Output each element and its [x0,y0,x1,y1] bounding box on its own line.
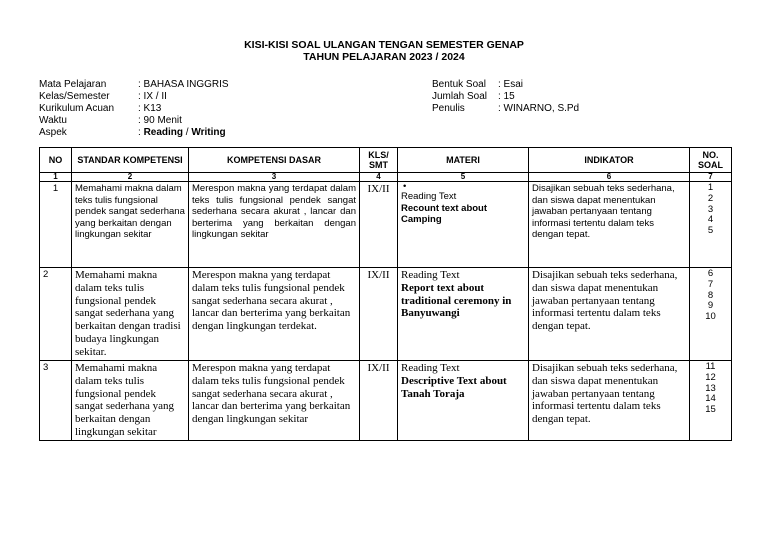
column-number: 4 [360,173,398,182]
info-row-bentuk-soal [432,79,579,91]
row-kls: IX/II [360,268,398,361]
row-kls: IX/II [360,361,398,441]
info-row-aspek [39,127,229,139]
table-row [40,268,732,361]
info-row-waktu [39,115,229,127]
info-label: Kelas/Semester [39,91,110,102]
info-right [432,79,579,115]
row-standar: Memahami makna dalam teks tulis fungsional pendek sangat sederhana yang berkaitan dengan tradisi budaya lingkungan sekitar. [72,268,189,361]
row-soal: 1 2 3 4 5 [690,182,732,268]
document-title: KISI-KISI SOAL ULANGAN TENGAN SEMESTER GENAP [244,39,524,51]
row-standar: Memahami makna dalam teks tulis fungsional pendek sangat sederhana yang berkaitan dengan lingkungan sekitar [72,361,189,441]
info-value: : K13 [138,103,162,114]
row-soal: 6 7 8 9 10 [690,268,732,361]
header-standar-kompetensi: STANDAR KOMPETENSI [72,148,189,173]
materi-label: Reading Text [401,362,460,374]
info-row-mata-pelajaran [39,79,229,91]
info-label: Penulis [432,103,465,114]
info-label: Mata Pelajaran [39,79,107,90]
column-number-row [40,173,732,182]
info-label: Jumlah Soal [432,91,488,102]
info-label: Kurikulum Acuan [39,103,115,114]
row-materi [398,268,529,361]
info-label: Waktu [39,115,67,126]
info-label: Aspek [39,127,67,138]
info-row-jumlah-soal [432,91,579,103]
row-indikator: Disajikan sebuah teks sederhana, dan siswa dapat menentukan jawaban pertanyaan tentang informasi tertentu dalam teks dengan tepat. [529,268,690,361]
info-value: : Reading / Writing [138,127,226,138]
document-subtitle: TAHUN PELAJARAN 2023 / 2024 [303,51,465,63]
table-header-row [40,148,732,173]
header-indikator: INDIKATOR [529,148,690,173]
row-no: 2 [40,268,72,361]
header-kompetensi-dasar: KOMPETENSI DASAR [189,148,360,173]
column-number: 7 [690,173,732,182]
header-kls-smt: KLS/ SMT [360,148,398,173]
info-row-kelas-semester [39,91,229,103]
info-row-kurikulum [39,103,229,115]
row-kompetensi: Merespon makna yang terdapat dalam teks tulis fungsional pendek sangat sederhana secara akurat , lancar dan berterima yang berkaitan dengan lingkungan sekitar [189,182,360,268]
info-value: : Esai [498,79,524,90]
row-standar: Memahami makna dalam teks tulis fungsional pendek sangat sederhana yang berkaitan dengan lingkungan sekitar [72,182,189,268]
row-kompetensi: Merespon makna yang terdapat dalam teks tulis fungsional pendek sangat sederhana secara akurat , lancar dan berterima yang berkaitan dengan lingkungan terdekat. [189,268,360,361]
column-number: 5 [398,173,529,182]
materi-title: Descriptive Text about Tanah Toraja [401,374,507,400]
row-indikator: Disajikan sebuah teks sederhana, dan siswa dapat menentukan jawaban pertanyaan tentang informasi tertentu dalam teks dengan tepat. [529,182,690,268]
column-number: 3 [189,173,360,182]
bullet: • [403,181,407,192]
info-value: : 15 [498,91,515,102]
row-soal: 11 12 13 14 15 [690,361,732,441]
info-label: Bentuk Soal [432,79,486,90]
row-no: 3 [40,361,72,441]
info-value: : BAHASA INGGRIS [138,79,229,90]
materi-label: Reading Text [401,191,457,202]
row-kompetensi: Merespon makna yang terdapat dalam teks tulis fungsional pendek sangat sederhana secara akurat , lancar dan berterima yang berkaitan dengan lingkungan sekitar [189,361,360,441]
info-value: : IX / II [138,91,167,102]
row-materi [398,361,529,441]
header-materi: MATERI [398,148,529,173]
info-row-penulis [432,103,579,115]
table-row [40,182,732,268]
info-value: : 90 Menit [138,115,182,126]
info-left [39,79,229,139]
row-materi [398,182,529,268]
row-no: 1 [40,182,72,268]
info-value: : WINARNO, S.Pd [498,103,580,114]
column-number: 1 [40,173,72,182]
materi-title: Recount text about Camping [401,202,488,226]
column-number: 2 [72,173,189,182]
row-kls: IX/II [360,182,398,268]
table-row [40,361,732,441]
kisi-kisi-table [39,147,732,441]
header-no: NO [40,148,72,173]
row-indikator: Disajikan sebuah teks sederhana, dan siswa dapat menentukan jawaban pertanyaan tentang informasi tertentu dalam teks dengan tepat. [529,361,690,441]
header-no-soal: NO. SOAL [690,148,732,173]
materi-title: Report text about traditional ceremony in Banyuwangi [401,281,512,320]
column-number: 6 [529,173,690,182]
materi-label: Reading Text [401,269,460,281]
